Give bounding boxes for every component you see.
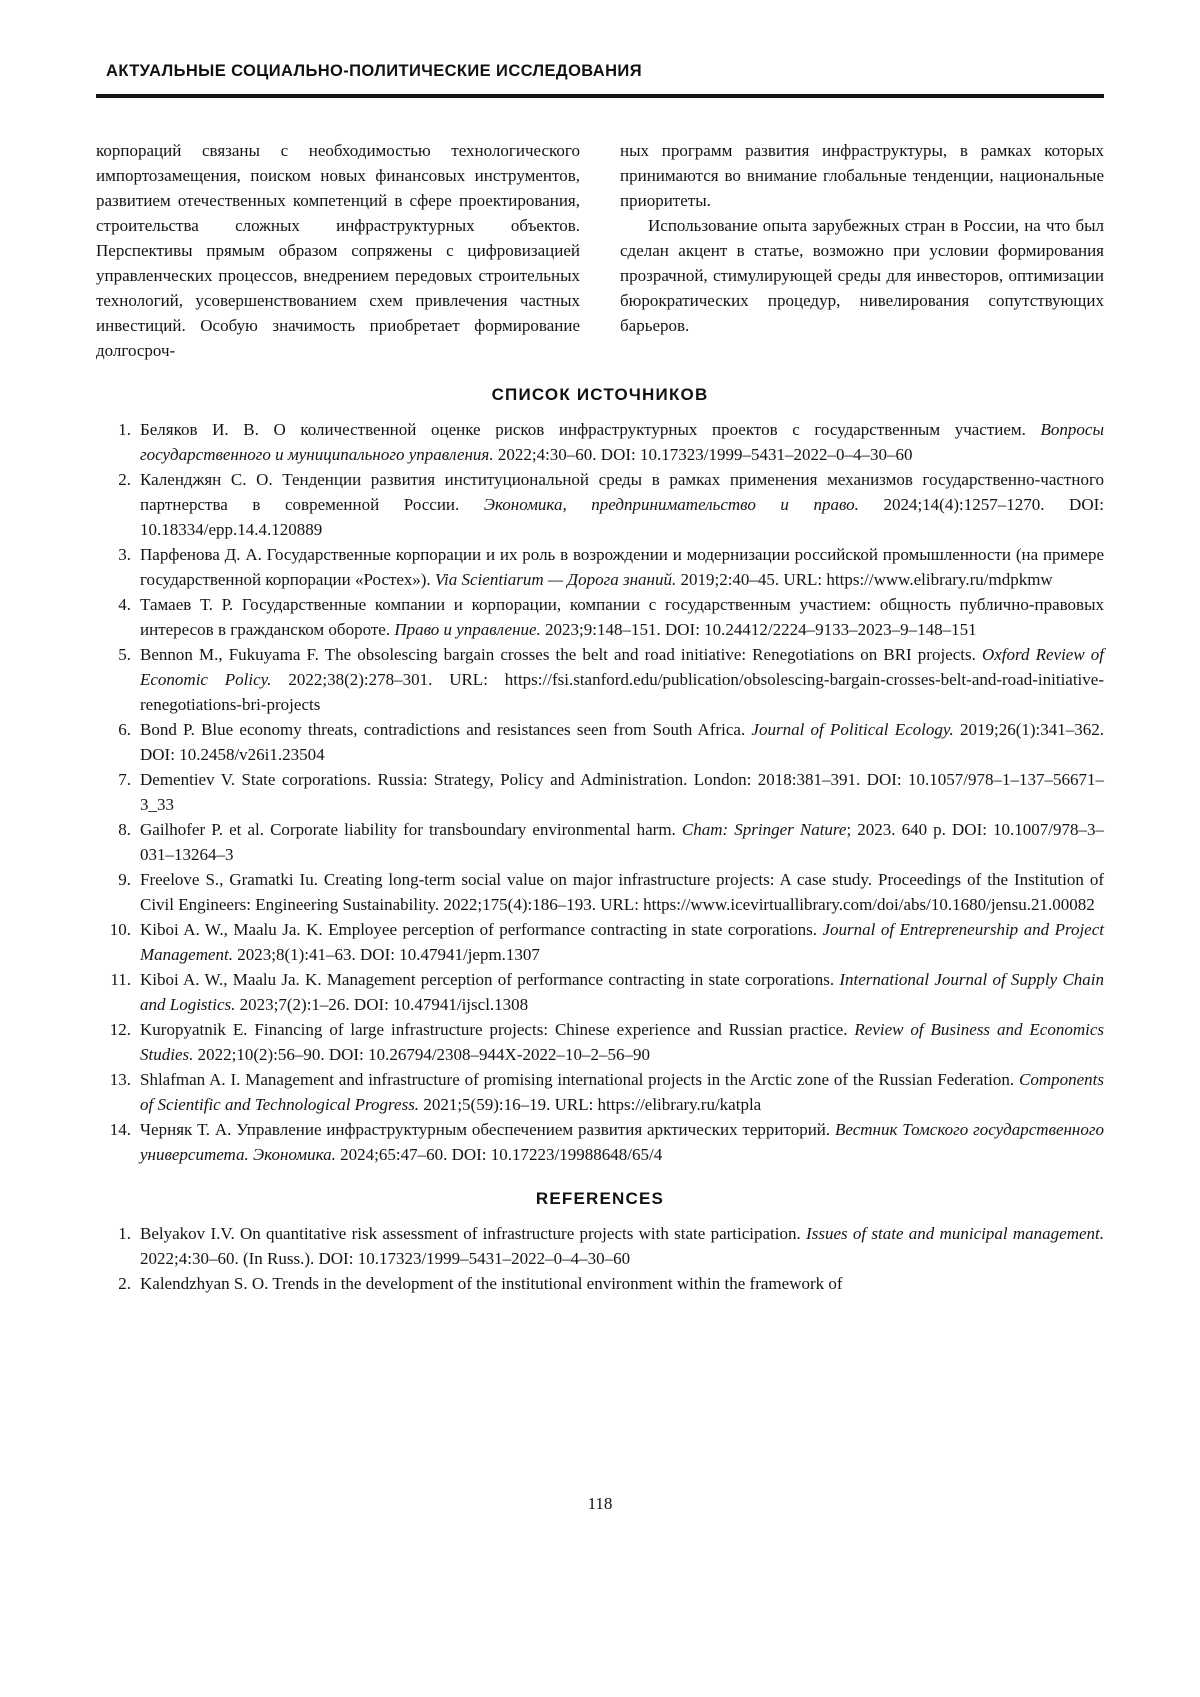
body-paragraph: ных программ развития инфраструктуры, в рамках которых принимаются во внимание глобальные тенденции, национальные приоритеты. xyxy=(620,141,1104,210)
reference-text-segment: 2022;10(2):56–90. DOI: 10.26794/2308–944X-2022–10–2–56–90 xyxy=(193,1045,650,1064)
journal-header-title: АКТУАЛЬНЫЕ СОЦИАЛЬНО-ПОЛИТИЧЕСКИЕ ИССЛЕДОВАНИЯ xyxy=(106,62,642,80)
reference-text xyxy=(140,1017,1104,1067)
reference-number: 2. xyxy=(118,470,131,489)
reference-text-segment: Shlafman A. I. Management and infrastructure of promising international projects in the Arctic zone of the Russian Federation. xyxy=(140,1070,1019,1089)
reference-text-segment: Тамаев Т. Р. Государственные компании и корпорации, компании с государственным участием: общность публично-правовых интересов в гражданском обороте. xyxy=(140,595,1104,639)
reference-text xyxy=(140,592,1104,642)
reference-journal-title: Вопросы государственного и муниципального управления. xyxy=(140,420,1104,464)
reference-journal-title: Cham: Springer Nature xyxy=(681,820,847,839)
reference-journal-title: Вестник Томского государственного университета. Экономика. xyxy=(140,1120,1104,1164)
reference-item xyxy=(96,817,1104,867)
reference-number: 1. xyxy=(118,1224,131,1243)
reference-number: 10. xyxy=(109,920,131,939)
reference-journal-title: Право и управление. xyxy=(394,620,541,639)
reference-text-segment: Календжян С. О. Тенденции развития институциональной среды в рамках применения механизмов государственно-частного партнерства в современной России. xyxy=(140,470,1104,514)
reference-item xyxy=(96,1017,1104,1067)
reference-number: 5. xyxy=(118,645,131,664)
reference-text-segment: Gailhofer P. et al. Corporate liability for transboundary environmental harm. xyxy=(140,820,682,839)
reference-journal-title: Экономика, предпринимательство и право. xyxy=(483,495,859,514)
reference-text xyxy=(140,1067,1104,1117)
reference-item xyxy=(96,1117,1104,1167)
reference-item xyxy=(96,1067,1104,1117)
reference-text-segment: 2023;9:148–151. DOI: 10.24412/2224–9133–2023–9–148–151 xyxy=(540,620,977,639)
reference-text-segment: Kalendzhyan S. O. Trends in the development of the institutional environment within the framework of xyxy=(140,1274,843,1293)
reference-item xyxy=(96,542,1104,592)
reference-number: 11. xyxy=(110,970,131,989)
reference-item xyxy=(96,917,1104,967)
left-column xyxy=(96,138,580,363)
references-heading: REFERENCES xyxy=(535,1189,665,1208)
reference-text xyxy=(140,967,1104,1017)
reference-text xyxy=(140,767,1104,817)
reference-text xyxy=(140,1221,1104,1271)
reference-text xyxy=(140,417,1104,467)
reference-item xyxy=(96,1271,1104,1296)
reference-item xyxy=(96,467,1104,542)
reference-number: 14. xyxy=(109,1120,131,1139)
reference-number: 3. xyxy=(118,545,131,564)
page-number: 118 xyxy=(587,1494,613,1513)
reference-journal-title: Journal of Political Ecology. xyxy=(751,720,954,739)
right-column xyxy=(620,138,1104,363)
reference-item xyxy=(96,867,1104,917)
reference-number: 6. xyxy=(118,720,131,739)
sources-heading: СПИСОК ИСТОЧНИКОВ xyxy=(491,385,709,404)
body-paragraph: корпораций связаны с необходимостью технологического импортозамещения, поиском новых финансовых инструментов, развитием отечественных компетенций в сфере проектирования, строительства сложных инфраструктурных объектов. Перспективы прямым образом сопряжены с цифровизацией управленческих процессов, внедрением передовых строительных технологий, усовершенствованием схем привлечения частных инвестиций. Особую значимость приобретает формирование долгосроч- xyxy=(96,141,580,360)
reference-text-segment: Freelove S., Gramatki Iu. Creating long-term social value on major infrastructure projects: A case study. Proceedings of the Institution of Civil Engineers: Engineering Sustainability. 2022;175(4):186–193. URL: https://www.icevirtuallibrary.com/doi/abs/10.1680/jensu.21.00082 xyxy=(140,870,1104,914)
body-paragraph: Использование опыта зарубежных стран в России, на что был сделан акцент в статье, возможно при условии формирования прозрачной, стимулирующей среды для инвесторов, оптимизации бюрократических процедур, нивелирования сопутствующих барьеров. xyxy=(620,216,1104,335)
reference-text-segment: 2022;4:30–60. DOI: 10.17323/1999–5431–2022–0–4–30–60 xyxy=(493,445,913,464)
reference-text-segment: 2024;14(4):1257–1270. DOI: 10.18334/epp.14.4.120889 xyxy=(140,495,1104,539)
reference-text-segment: Kiboi A. W., Maalu Ja. K. Employee perception of performance contracting in state corporations. xyxy=(140,920,823,939)
reference-journal-title: Journal of Entrepreneurship and Project Management. xyxy=(140,920,1104,964)
reference-text-segment: ; 2023. 640 p. DOI: 10.1007/978–3–031–13264–3 xyxy=(140,820,1105,864)
reference-text xyxy=(140,817,1104,867)
reference-text-segment: Kiboi A. W., Maalu Ja. K. Management perception of performance contracting in state corporations. xyxy=(140,970,840,989)
references-list xyxy=(96,1221,1104,1296)
reference-text-segment: Kuropyatnik E. Financing of large infrastructure projects: Chinese experience and Russian practice. xyxy=(140,1020,855,1039)
header-rule xyxy=(96,94,1104,98)
reference-text-segment: 2022;38(2):278–301. URL: https://fsi.stanford.edu/publication/obsolescing-bargain-crosses-belt-and-road-initiative-renegotiations-bri-projects xyxy=(140,670,1104,714)
reference-text-segment: 2024;65:47–60. DOI: 10.17223/19988648/65/4 xyxy=(335,1145,663,1164)
reference-text-segment: Парфенова Д. А. Государственные корпорации и их роль в возрождении и модернизации российской промышленности (на примере государственной корпорации «Ростех»). xyxy=(140,545,1104,589)
reference-text-segment: Belyakov I.V. On quantitative risk assessment of infrastructure projects with state participation. xyxy=(140,1224,807,1243)
reference-number: 8. xyxy=(118,820,131,839)
reference-text xyxy=(140,1271,1104,1296)
reference-number: 9. xyxy=(118,870,131,889)
reference-item xyxy=(96,642,1104,717)
reference-text xyxy=(140,467,1104,542)
reference-text-segment: Bond P. Blue economy threats, contradictions and resistances seen from South Africa. xyxy=(140,720,752,739)
reference-text-segment: Черняк Т. А. Управление инфраструктурным обеспечением развития арктических территорий. xyxy=(140,1120,835,1139)
reference-journal-title: Components of Scientific and Technological Progress. xyxy=(140,1070,1104,1114)
reference-text-segment: 2019;2:40–45. URL: https://www.elibrary.ru/mdpkmw xyxy=(676,570,1053,589)
reference-journal-title: Issues of state and municipal management. xyxy=(806,1224,1104,1243)
reference-text xyxy=(140,542,1104,592)
reference-journal-title: International Journal of Supply Chain and Logistics. xyxy=(140,970,1105,1014)
reference-item xyxy=(96,1221,1104,1271)
reference-item xyxy=(96,592,1104,642)
reference-item xyxy=(96,967,1104,1017)
reference-text-segment: Беляков И. В. О количественной оценке рисков инфраструктурных проектов с государственным участием. xyxy=(140,420,1041,439)
reference-text-segment: 2019;26(1):341–362. DOI: 10.2458/v26i1.23504 xyxy=(140,720,1104,764)
reference-text xyxy=(140,1117,1104,1167)
reference-number: 4. xyxy=(118,595,131,614)
reference-number: 13. xyxy=(109,1070,131,1089)
reference-text-segment: 2023;7(2):1–26. DOI: 10.47941/ijscl.1308 xyxy=(235,995,529,1014)
reference-item xyxy=(96,417,1104,467)
reference-journal-title: Oxford Review of Economic Policy. xyxy=(140,645,1104,689)
reference-number: 1. xyxy=(118,420,131,439)
reference-number: 2. xyxy=(118,1274,131,1293)
reference-item xyxy=(96,717,1104,767)
reference-text-segment: Bennon M., Fukuyama F. The obsolescing bargain crosses the belt and road initiative: Renegotiations on BRI projects. xyxy=(140,645,982,664)
reference-text xyxy=(140,642,1104,717)
reference-item xyxy=(96,767,1104,817)
reference-text xyxy=(140,917,1104,967)
reference-text-segment: 2023;8(1):41–63. DOI: 10.47941/jepm.1307 xyxy=(233,945,540,964)
reference-number: 12. xyxy=(109,1020,131,1039)
reference-number: 7. xyxy=(118,770,131,789)
sources-list xyxy=(96,417,1104,1167)
reference-text-segment: 2022;4:30–60. (In Russ.). DOI: 10.17323/1999–5431–2022–0–4–30–60 xyxy=(140,1249,631,1268)
journal-header xyxy=(96,62,1104,98)
body-text xyxy=(96,138,1104,363)
reference-text xyxy=(140,867,1104,917)
reference-text-segment: Dementiev V. State corporations. Russia: Strategy, Policy and Administration. London: 2018:381–391. DOI: 10.1057/978–1–137–56671–3_33 xyxy=(140,770,1104,814)
reference-text-segment: 2021;5(59):16–19. URL: https://elibrary.ru/katpla xyxy=(419,1095,762,1114)
reference-journal-title: Via Scientiarum — Дорога знаний. xyxy=(434,570,677,589)
reference-text xyxy=(140,717,1104,767)
reference-journal-title: Review of Business and Economics Studies. xyxy=(140,1020,1104,1064)
